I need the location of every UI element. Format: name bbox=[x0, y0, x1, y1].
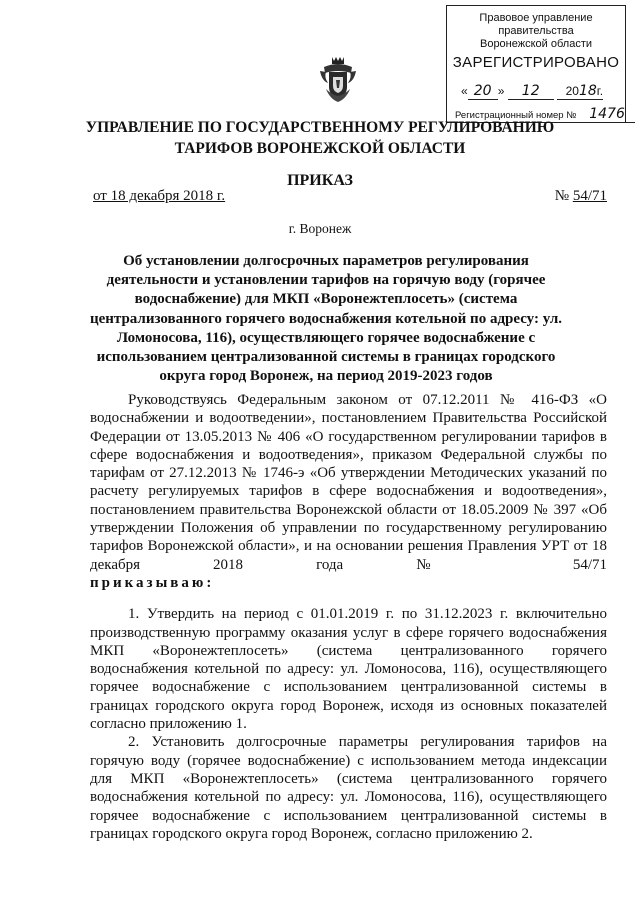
stamp-status: ЗАРЕГИСТРИРОВАНО bbox=[452, 54, 620, 71]
stamp-authority bbox=[447, 12, 625, 51]
stamp-reg-label: Регистрационный номер № bbox=[455, 110, 577, 121]
document-type: ПРИКАЗ bbox=[287, 172, 353, 189]
stamp-year-prefix: 20 bbox=[565, 84, 579, 98]
document-number bbox=[555, 188, 607, 205]
organization-line1: УПРАВЛЕНИЕ ПО ГОСУДАРСТВЕННОМУ РЕГУЛИРОВАНИЮ bbox=[85, 119, 555, 136]
stamp-year-suffix: г. bbox=[596, 84, 604, 98]
document-subject: Об установлении долгосрочных параметров регулирования деятельности и установлении тарифов на горячую воду (горячее водоснабжение) для МКП «Воронежтеплосеть» (система централизованного горячего водоснабжения котельной по адресу: ул. Ломоносова, 116), осуществляющего горячее водоснабжение с использованием централизованной системы в границах городского округа город Воронеж, на период 2019-2023 годов bbox=[89, 253, 563, 385]
stamp-date-day: 20 bbox=[468, 83, 498, 100]
stamp-year-hand: 18 bbox=[578, 83, 597, 99]
organization-line2: ТАРИФОВ ВОРОНЕЖСКОЙ ОБЛАСТИ bbox=[174, 140, 466, 157]
paragraph-spacer bbox=[90, 592, 607, 605]
document-number-prefix: № bbox=[554, 188, 573, 204]
document-body bbox=[90, 391, 607, 843]
document-number-value: 54/71 bbox=[572, 188, 607, 204]
document-date: от 18 декабря 2018 г. bbox=[93, 188, 226, 204]
order-item-2: 2. Установить долгосрочные параметры регулирования тарифов на горячую воду (горячее водоснабжение) с использованием метода индексации для МКП «Воронежтеплосеть» (система централизованного горячего водоснабжения котельной по адресу: ул. Ломоносова, 116), осуществляющего горячее водоснабжение с использованием централизованной системы в границах городского округа город Воронеж, согласно приложению 2. bbox=[90, 734, 607, 842]
document-city: г. Воронеж bbox=[288, 221, 352, 236]
preamble-paragraph: Руководствуясь Федеральным законом от 07.12.2011 № 416-ФЗ «О водоснабжении и водоотведении», постановлением Правительства Российской Федерации от 13.05.2013 № 406 «О государственном регулировании тарифов в сфере водоснабжения и водоотведения», приказом Федеральной службы по тарифам от 27.12.2013 № 1746-э «Об утверждении Методических указаний по расчету регулируемых тарифов в сфере водоснабжения и водоотведения», постановлением правительства Воронежской области от 18.05.2009 № 397 «Об утверждении Положения об управлении по государственному регулированию тарифов Воронежской области», и на основании решения Правления УРТ от 18 декабря 2018 года № 54/71 bbox=[90, 392, 607, 573]
stamp-date-month: 12 bbox=[508, 83, 554, 100]
stamp-reg-value: 1476 bbox=[579, 106, 635, 123]
stamp-authority-line1: Правовое управление правительства bbox=[479, 12, 593, 37]
order-item-1: 1. Утвердить на период с 01.01.2019 г. по 31.12.2023 г. включительно производственную программу оказания услуг в сфере горячего водоснабжения МКП «Воронежтеплосеть» (система централизованного горячего водоснабжения котельной по адресу: ул. Ломоносова, 116), осуществляющего горячее водоснабжение с использованием централизованной системы в границах городского округа город Воронеж, исходя из основных показателей согласно приложению 1. bbox=[90, 606, 607, 733]
coat-of-arms-icon bbox=[318, 55, 358, 103]
organization-name bbox=[60, 117, 580, 159]
registration-stamp bbox=[446, 5, 626, 123]
order-word: приказываю: bbox=[90, 574, 215, 591]
stamp-date: « 20 » 12 2018г. bbox=[461, 83, 604, 99]
stamp-authority-line2: Воронежской области bbox=[479, 38, 592, 50]
